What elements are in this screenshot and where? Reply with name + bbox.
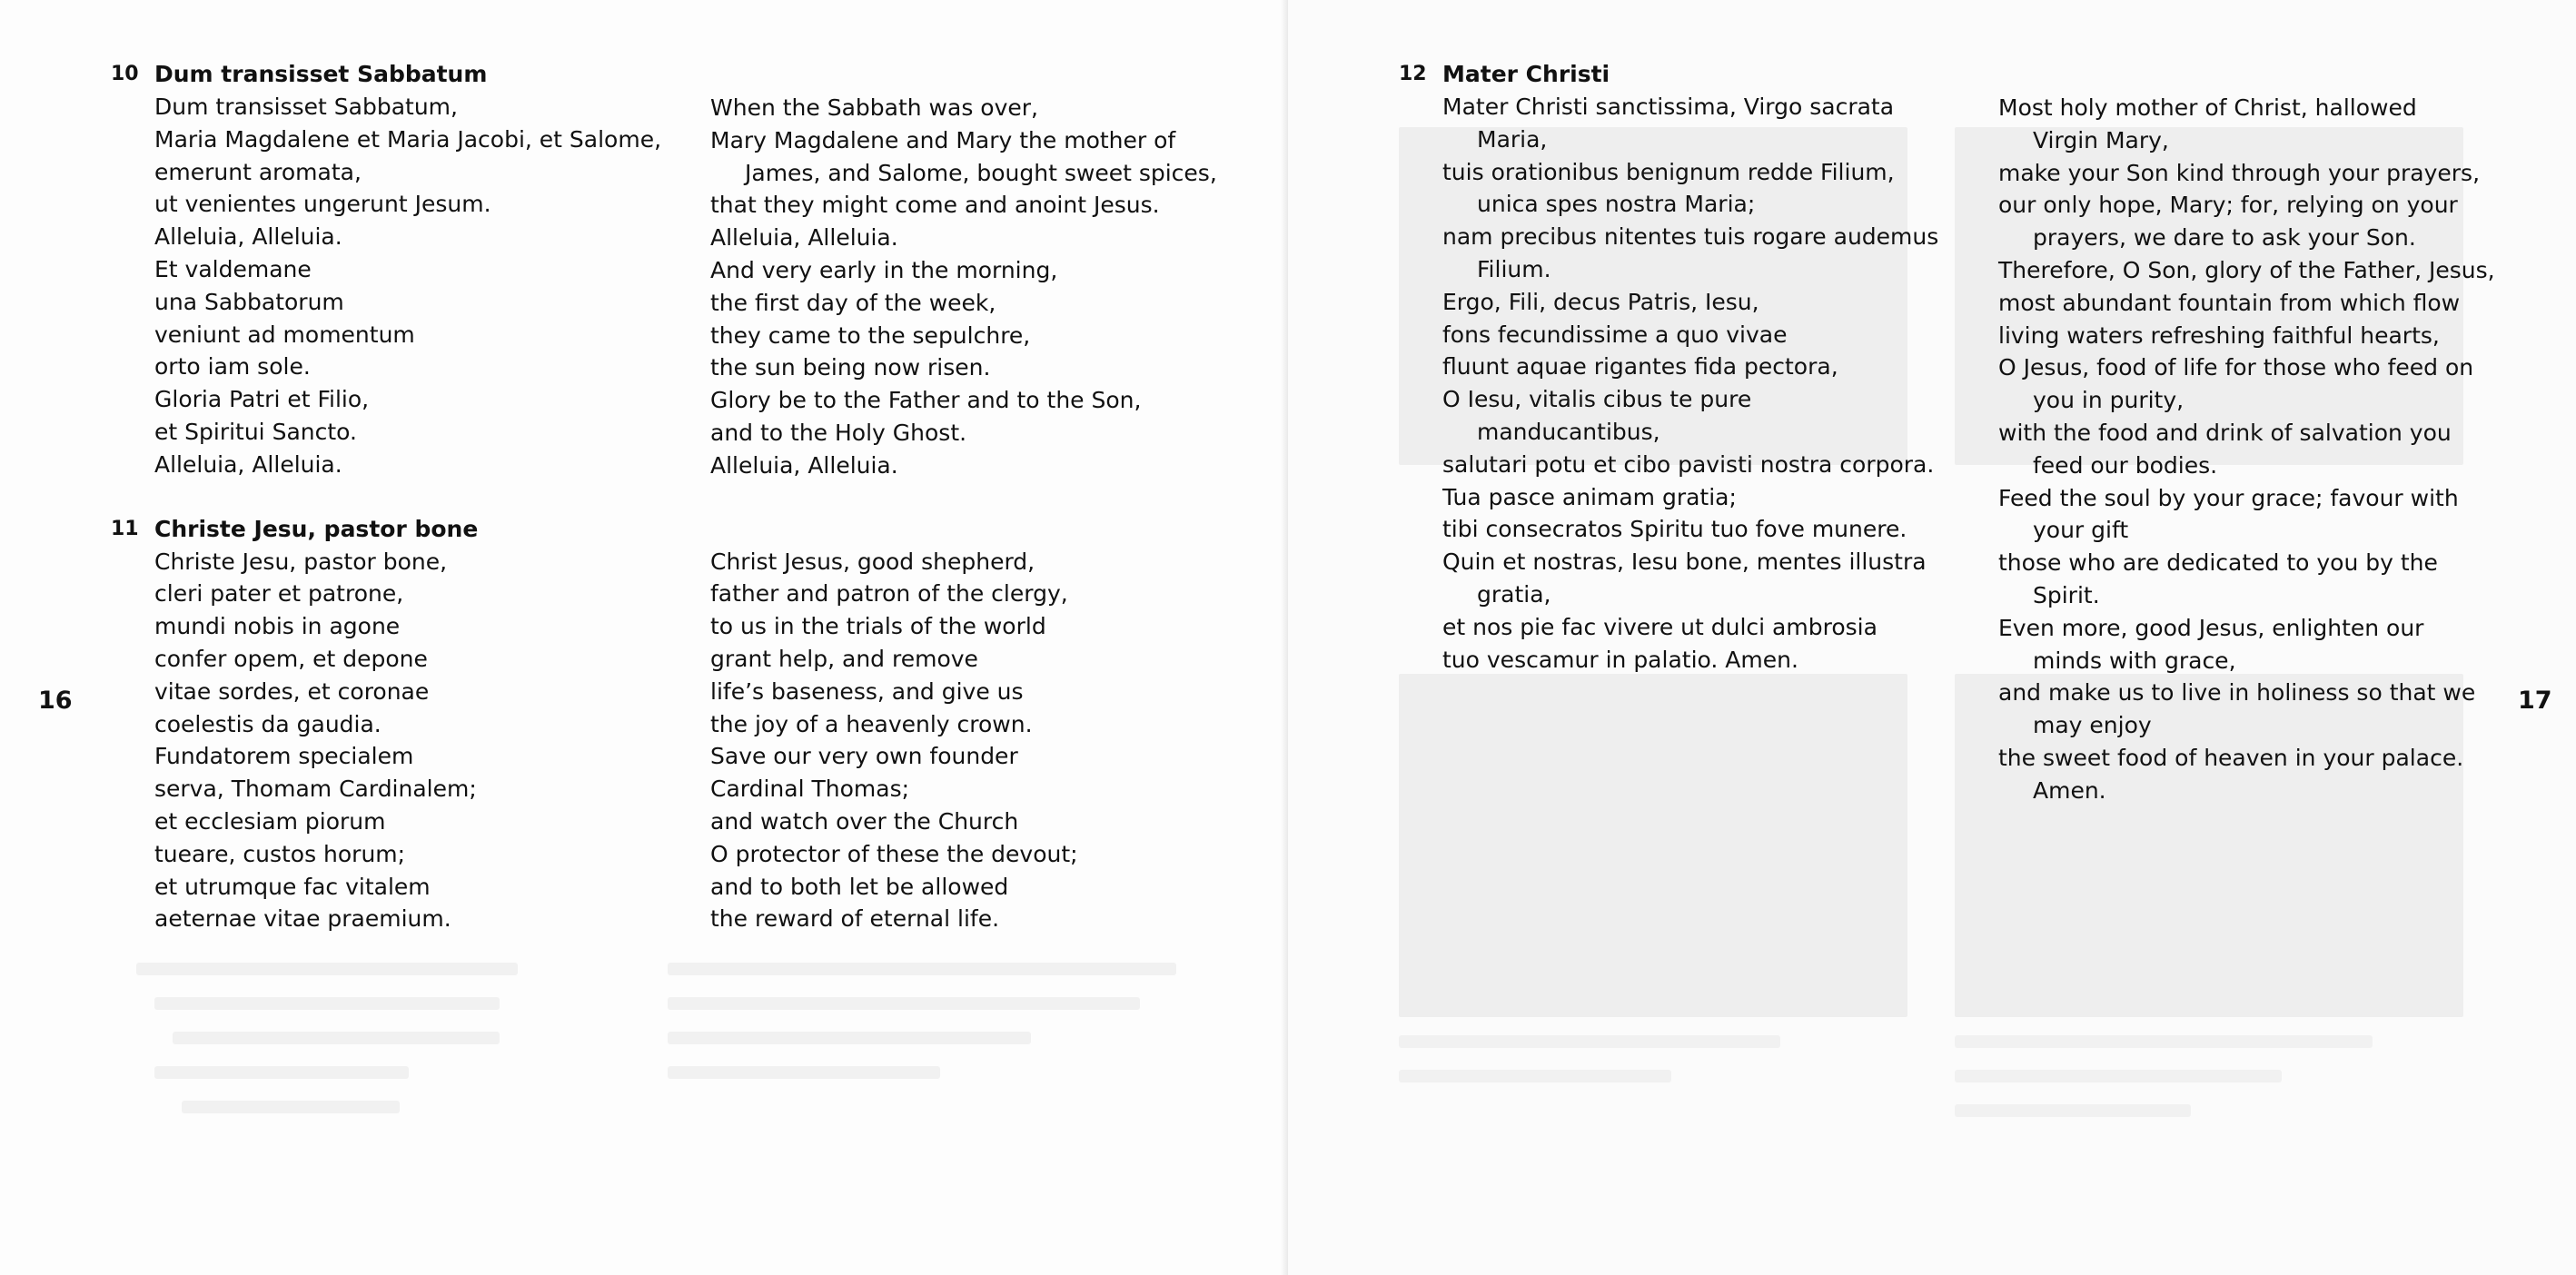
- track-heading: [111, 58, 661, 91]
- text-line: cleri pater et patrone,: [154, 580, 404, 608]
- text-line: coelestis da gaudia.: [154, 710, 381, 737]
- text-line: et Spiritui Sancto.: [154, 418, 357, 445]
- bleed-through-line: [1955, 1070, 2282, 1082]
- text-line: Alleluia, Alleluia.: [710, 224, 898, 252]
- text-line: and to both let be allowed: [710, 873, 1009, 900]
- text-line: Fundatorem specialem: [154, 743, 414, 770]
- text-line: et utrumque fac vitalem: [154, 873, 431, 900]
- text-line: grant help, and remove: [710, 645, 978, 672]
- text-line: Et valdemane: [154, 255, 312, 282]
- english-translation: [710, 546, 1217, 936]
- text-line: Filium.: [1477, 255, 1551, 282]
- text-line: nam precibus nitentes tuis rogare audemus: [1442, 223, 1939, 251]
- text-line: Christe Jesu, pastor bone,: [154, 548, 448, 575]
- page-number-right: 17: [2518, 687, 2552, 715]
- text-line: And very early in the morning,: [710, 256, 1058, 283]
- text-line: gratia,: [1477, 580, 1551, 608]
- text-line: fons fecundissime a quo vivae: [1442, 321, 1788, 348]
- latin-column-left-page: [111, 58, 662, 935]
- text-line: those who are dedicated to you by the: [1998, 549, 2438, 577]
- text-line: make your Son kind through your prayers,: [1998, 159, 2481, 186]
- text-line: O Iesu, vitalis cibus te pure: [1442, 386, 1752, 413]
- text-line: feed our bodies.: [2033, 451, 2218, 479]
- stanza-gap: [710, 514, 1217, 546]
- track-heading: [111, 513, 661, 546]
- text-line: tuis orationibus benignum redde Filium,: [1442, 158, 1895, 185]
- text-line: ut venientes ungerunt Jesum.: [154, 191, 491, 218]
- text-line: unica spes nostra Maria;: [1477, 191, 1756, 218]
- bleed-through-line: [668, 997, 1140, 1010]
- text-line: Even more, good Jesus, enlighten our: [1998, 614, 2424, 641]
- text-line: aeternae vitae praemium.: [154, 905, 451, 933]
- text-line: O Jesus, food of life for those who feed on: [1998, 354, 2474, 381]
- bleed-through-line: [182, 1101, 400, 1113]
- text-line: and watch over the Church: [710, 807, 1019, 835]
- text-line: Virgin Mary,: [2033, 126, 2169, 153]
- english-translation: [710, 92, 1217, 482]
- text-line: the joy of a heavenly crown.: [710, 710, 1033, 737]
- bleed-through-cover: [1399, 674, 1907, 1017]
- english-column-left-page: [710, 92, 1217, 935]
- text-line: prayers, we dare to ask your Son.: [2033, 224, 2416, 252]
- english-translation: [1998, 92, 2495, 807]
- text-line: Alleluia, Alleluia.: [154, 223, 342, 251]
- text-line: Maria Magdalene et Maria Jacobi, et Salome,: [154, 125, 662, 153]
- latin-column-right-page: [1399, 58, 1939, 676]
- text-line: manducantibus,: [1477, 418, 1660, 445]
- text-line: Therefore, O Son, glory of the Father, Jesus,: [1998, 256, 2495, 283]
- text-line: veniunt ad momentum: [154, 321, 415, 348]
- text-line: When the Sabbath was over,: [710, 94, 1038, 121]
- track-title: Mater Christi: [1442, 61, 1610, 87]
- track-title: Dum transisset Sabbatum: [154, 61, 488, 87]
- text-line: tuo vescamur in palatio. Amen.: [1442, 646, 1798, 673]
- text-line: and to the Holy Ghost.: [710, 419, 967, 446]
- text-line: may enjoy: [2033, 712, 2152, 739]
- text-line: Ergo, Fili, decus Patris, Iesu,: [1442, 288, 1759, 315]
- bleed-through-line: [1399, 1070, 1671, 1082]
- text-line: emerunt aromata,: [154, 158, 362, 185]
- text-line: your gift: [2033, 517, 2129, 544]
- text-line: life’s baseness, and give us: [710, 677, 1024, 705]
- text-line: that they might come and anoint Jesus.: [710, 192, 1160, 219]
- bleed-through-line: [668, 963, 1176, 975]
- text-line: to us in the trials of the world: [710, 613, 1046, 640]
- text-line: living waters refreshing faithful hearts,: [1998, 321, 2440, 349]
- track-number: 12: [1399, 63, 1427, 85]
- text-line: and make us to live in holiness so that we: [1998, 679, 2476, 707]
- text-line: Cardinal Thomas;: [710, 776, 910, 803]
- text-line: vitae sordes, et coronae: [154, 677, 430, 705]
- text-line: mundi nobis in agone: [154, 613, 401, 640]
- track-title: Christe Jesu, pastor bone: [154, 515, 479, 542]
- text-line: Gloria Patri et Filio,: [154, 386, 370, 413]
- text-line: minds with grace,: [2033, 647, 2236, 674]
- text-line: Feed the soul by your grace; favour with: [1998, 484, 2459, 511]
- english-column-right-page: [1998, 92, 2495, 807]
- text-line: the sweet food of heaven in your palace.: [1998, 744, 2464, 771]
- bleed-through-line: [173, 1032, 500, 1044]
- latin-text: [154, 546, 661, 936]
- page-number-left: 16: [38, 687, 73, 715]
- text-line: James, and Salome, bought sweet spices,: [745, 159, 1217, 186]
- bleed-through-line: [668, 1032, 1031, 1044]
- bleed-through-line: [1955, 1104, 2191, 1117]
- text-line: Amen.: [2033, 776, 2106, 804]
- text-line: orto iam sole.: [154, 353, 311, 381]
- text-line: confer opem, et depone: [154, 645, 428, 672]
- bleed-through-line: [154, 1066, 409, 1079]
- text-line: et nos pie fac vivere ut dulci ambrosia: [1442, 613, 1878, 640]
- text-line: Alleluia, Alleluia.: [710, 451, 898, 479]
- text-line: Most holy mother of Christ, hallowed: [1998, 94, 2417, 121]
- text-line: Christ Jesus, good shepherd,: [710, 548, 1035, 575]
- text-line: tueare, custos horum;: [154, 840, 406, 867]
- text-line: tibi consecratos Spiritu tuo fove munere.: [1442, 516, 1907, 543]
- stanza-gap: [710, 482, 1217, 514]
- text-line: una Sabbatorum: [154, 288, 344, 315]
- text-line: Save our very own founder: [710, 743, 1018, 770]
- text-line: O protector of these the devout;: [710, 840, 1078, 867]
- text-line: serva, Thomam Cardinalem;: [154, 776, 477, 803]
- text-line: Maria,: [1477, 125, 1548, 153]
- latin-text: [1442, 91, 1938, 676]
- text-line: Mater Christi sanctissima, Virgo sacrata: [1442, 94, 1895, 120]
- bleed-through-line: [668, 1066, 940, 1079]
- text-line: the first day of the week,: [710, 289, 996, 316]
- track-heading: [1399, 58, 1938, 91]
- text-line: Spirit.: [2033, 581, 2100, 608]
- text-line: they came to the sepulchre,: [710, 321, 1031, 349]
- bleed-through-line: [1399, 1035, 1780, 1048]
- text-line: Alleluia, Alleluia.: [154, 450, 342, 478]
- text-line: the sun being now risen.: [710, 354, 991, 381]
- bleed-through-line: [154, 997, 500, 1010]
- text-line: fluunt aquae rigantes fida pectora,: [1442, 353, 1838, 381]
- bleed-through-line: [1955, 1035, 2373, 1048]
- text-line: you in purity,: [2033, 387, 2185, 414]
- latin-text: [154, 91, 661, 481]
- text-line: father and patron of the clergy,: [710, 580, 1068, 608]
- text-line: most abundant fountain from which flow: [1998, 289, 2461, 316]
- track-number: 11: [111, 517, 139, 540]
- text-line: our only hope, Mary; for, relying on your: [1998, 192, 2458, 219]
- track-number: 10: [111, 63, 139, 85]
- text-line: the reward of eternal life.: [710, 905, 1000, 933]
- stanza-gap: [154, 481, 661, 513]
- text-line: Glory be to the Father and to the Son,: [710, 387, 1142, 414]
- text-line: Tua pasce animam gratia;: [1442, 483, 1737, 510]
- bleed-through-line: [136, 963, 518, 975]
- text-line: with the food and drink of salvation you: [1998, 419, 2452, 446]
- text-line: Quin et nostras, Iesu bone, mentes illustra: [1442, 549, 1927, 576]
- text-line: Mary Magdalene and Mary the mother of: [710, 126, 1176, 153]
- text-line: Dum transisset Sabbatum,: [154, 94, 458, 120]
- text-line: et ecclesiam piorum: [154, 807, 386, 835]
- text-line: salutari potu et cibo pavisti nostra corpora.: [1442, 450, 1935, 478]
